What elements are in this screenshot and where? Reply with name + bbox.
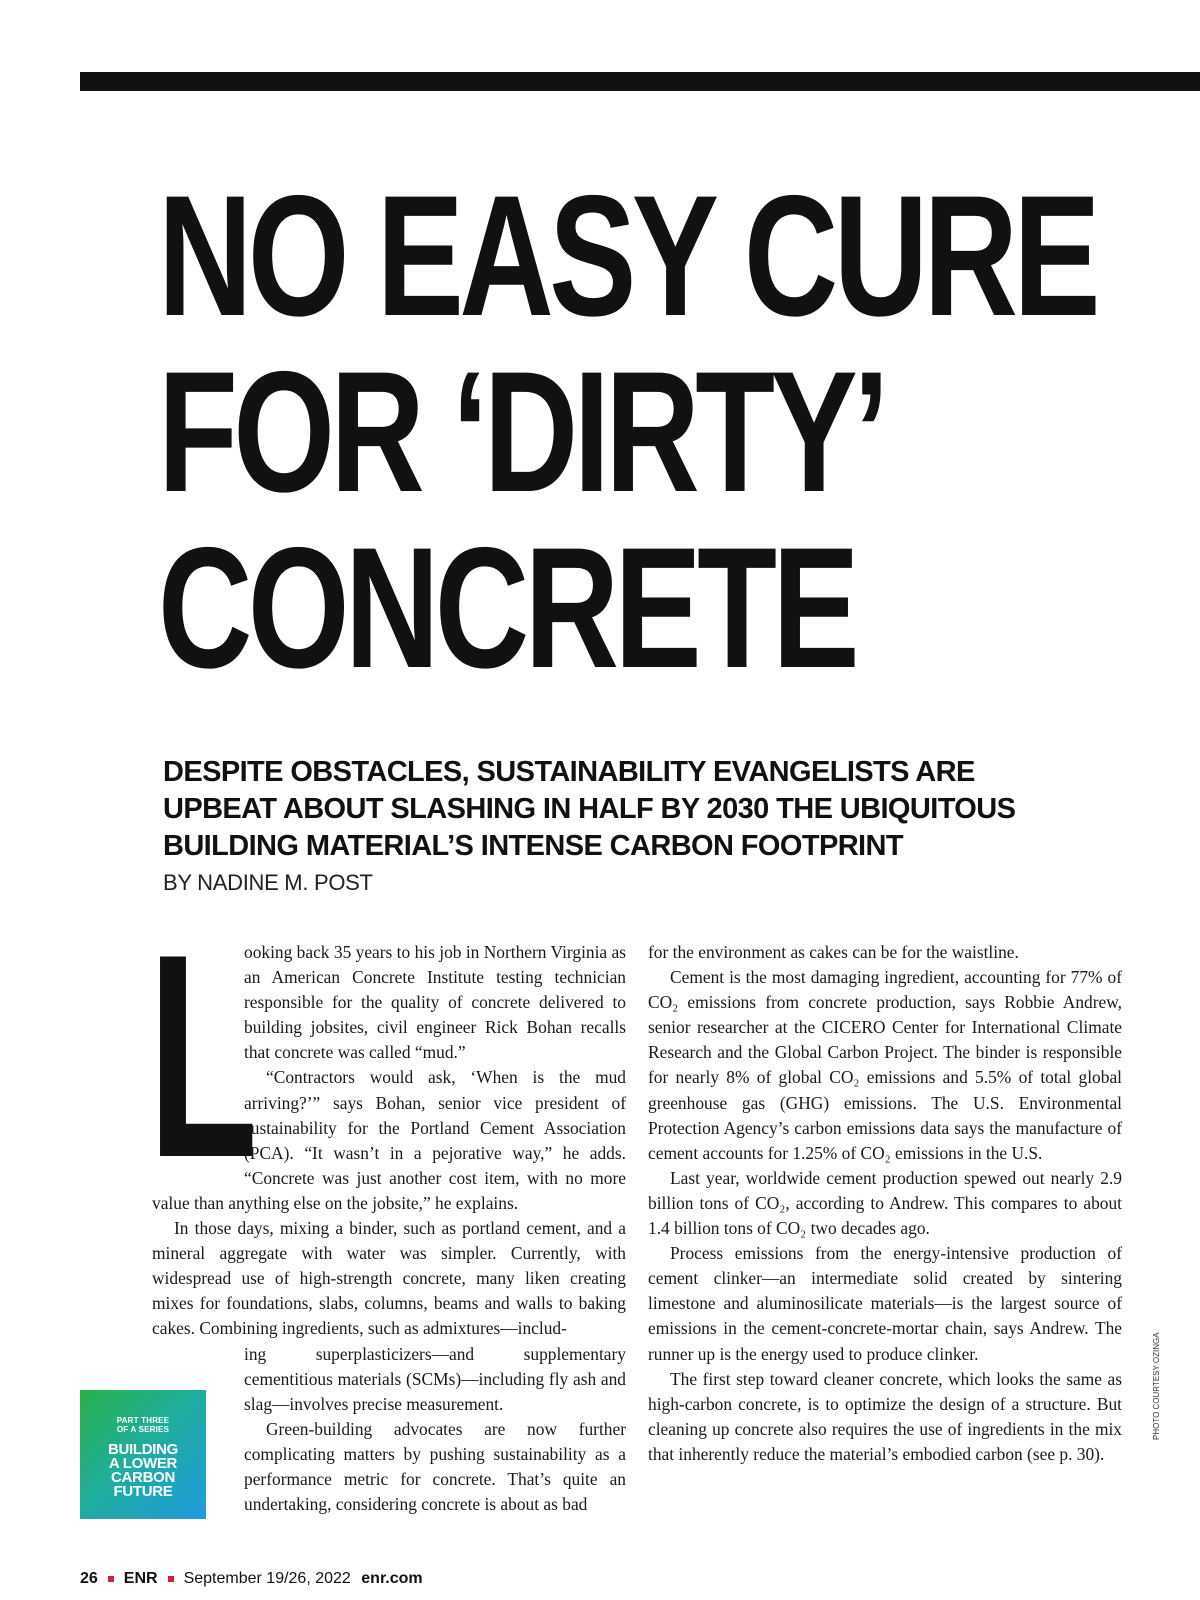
byline: BY NADINE M. POST: [163, 870, 373, 895]
paragraph-9: The first step toward cleaner concrete, which looks the same as high-carbon concrete, is to optimize the design of a structure. But cleaning up concrete also requires the use of ingredients in the mix that inherently reduce the material’s embodied carbon (see p. 30).: [648, 1368, 1122, 1464]
paragraph-6: Cement is the most damaging ingredient, accounting for 77% of CO₂ emissions from concrete production, says Robbie Andrew, senior researcher at the CICERO Center for International Climate Research and the Global Carbon Project. The binder is responsible for nearly 8% of global CO₂ emissions and 5.5% of total global greenhouse gas (GHG) emissions. The U.S. Environmental Protection Agency’s carbon emissions data says the manufacture of cement accounts for 1.25% of CO₂ emissions in the U.S.: [648, 967, 1122, 1163]
article-column-2: [648, 940, 1122, 1467]
publication-name: ENR: [123, 1570, 158, 1587]
headline-line-1: NO EASY CURE: [158, 160, 1097, 352]
separator-square-icon: [108, 1576, 114, 1582]
drop-cap: L: [148, 894, 258, 1218]
headline-line-2: FOR ‘DIRTY’: [158, 336, 885, 528]
paragraph-8: Process emissions from the energy-intensive production of cement clinker—an intermediate solid created by sintering limestone and aluminosilicate materials—is the largest source of emissions in the cement-concrete-mortar chain, says Andrew. The runner up is the energy used to produce clinker.: [648, 1243, 1122, 1364]
top-rule: [80, 72, 1200, 91]
paragraph-2: “Contractors would ask, ‘When is the mud arriving?’” says Bohan, senior vice president of sustainability for the Portland Cement Association (PCA). “It wasn’t in a pejorative way,” he adds. “Concrete was just another cost item, with no more value than anything else on the jobsite,” he explains.: [152, 1067, 626, 1213]
paragraph-3-continued: ing superplasticizers—and supplementary cementitious materials (SCMs)—including fly ash and slag—involves precise measurement.: [244, 1343, 626, 1414]
subheadline-line-1: DESPITE OBSTACLES, SUSTAINABILITY EVANGELISTS ARE: [163, 756, 975, 788]
subheadline-line-3: BUILDING MATERIAL’S INTENSE CARBON FOOTPRINT: [163, 830, 903, 862]
separator-square-icon: [168, 1576, 174, 1582]
headline: [158, 160, 1097, 704]
photo-credit: PHOTO COURTESY OZINGA: [1152, 1332, 1161, 1440]
paragraph-1: ooking back 35 years to his job in Northern Virginia as an American Concrete Institute testing technician responsible for the quality of concrete delivered to building jobsites, civil engineer Rick Bohan recalls that concrete was called “mud.”: [244, 942, 626, 1063]
page-footer: [80, 1570, 423, 1588]
article-column-1: [148, 894, 626, 1517]
subheadline-line-2: UPBEAT ABOUT SLASHING IN HALF BY 2030 THE UBIQUITOUS: [163, 793, 1016, 825]
paragraph-5: for the environment as cakes can be for the waistline.: [648, 942, 1019, 962]
badge-series-title: BUILDING A LOWER CARBON FUTURE: [107, 1441, 179, 1500]
badge-part-label: PART THREE OF A SERIES: [116, 1416, 170, 1434]
website-link[interactable]: enr.com: [361, 1570, 423, 1587]
subheadline: [163, 754, 1123, 865]
page-number: 26: [80, 1570, 98, 1587]
issue-date: September 19/26, 2022: [183, 1570, 351, 1587]
paragraph-7: Last year, worldwide cement production spewed out nearly 2.9 billion tons of CO₂, according to Andrew. This compares to about 1.4 billion tons of CO₂ two decades ago.: [648, 1167, 1122, 1239]
headline-line-3: CONCRETE: [158, 512, 856, 704]
series-badge: [80, 1390, 206, 1519]
paragraph-3: In those days, mixing a binder, such as portland cement, and a mineral aggregate with water was simpler. Currently, with widespread use of high-strength concrete, many liken creating mixes for foundations, slabs, columns, beams and walls to baking cakes. Combining ingredients, such as admixtures—includ-: [152, 1218, 626, 1339]
paragraph-4: Green-building advocates are now further complicating matters by pushing sustainability as a performance metric for concrete. That’s quite an undertaking, considering concrete is about as bad: [244, 1418, 626, 1515]
